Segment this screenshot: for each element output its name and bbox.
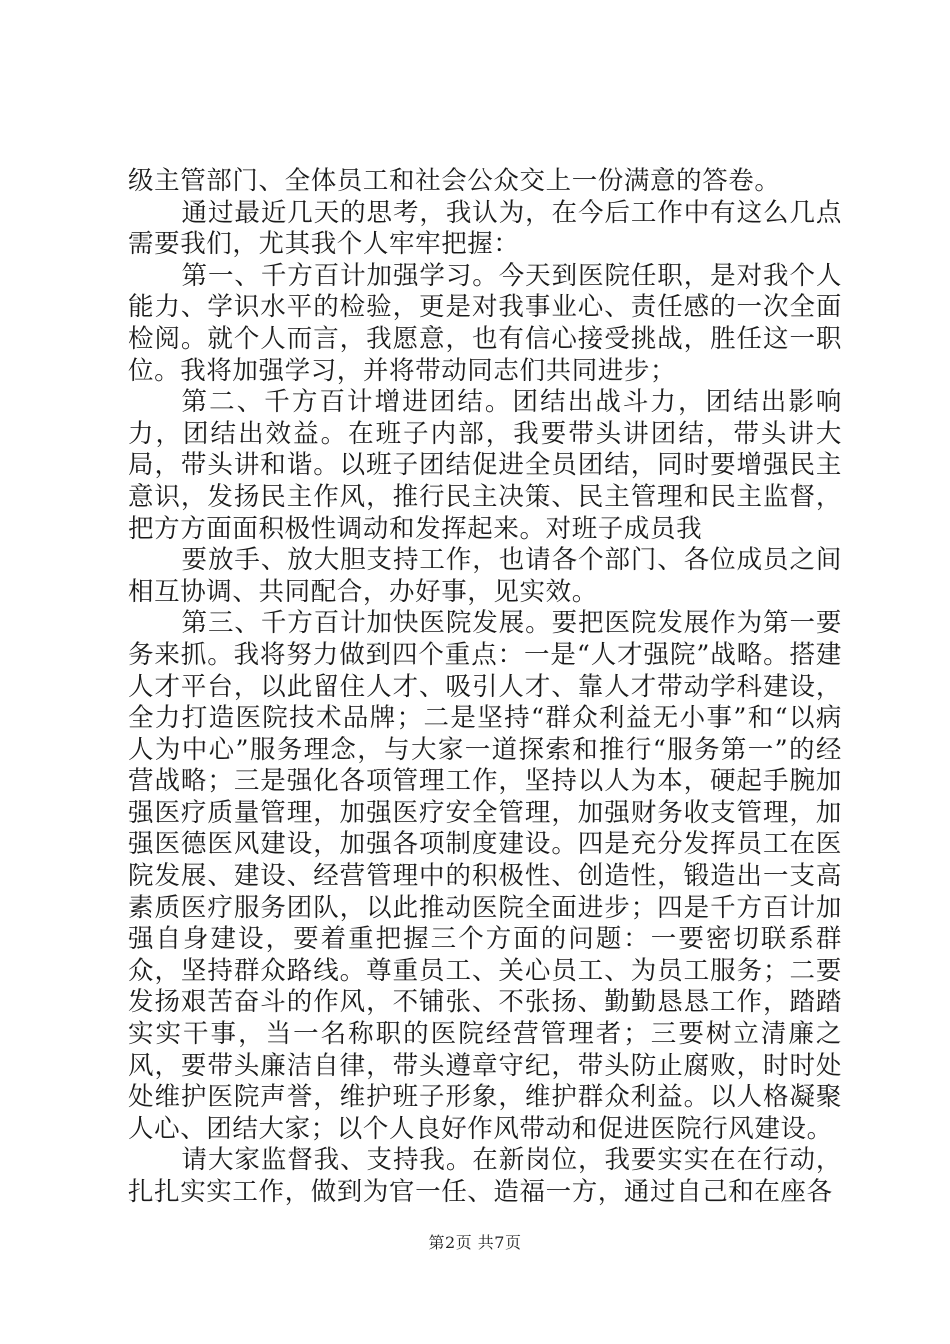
paragraph-3: 第一、千方百计加强学习。今天到医院任职，是对我个人能力、学识水平的检验，更是对我事业心、责任感的一次全面检阅。就个人而言，我愿意，也有信心接受挑战，胜任这一职位。我将加强学习，并将带动同志们共同进步； [128,260,842,386]
paragraph-6: 第三、千方百计加快医院发展。要把医院发展作为第一要务来抓。我将努力做到四个重点：一是“人才强院”战略。搭建人才平台，以此留住人才、吸引人才、靠人才带动学科建设，全力打造医院技术品牌；二是坚持“群众利益无小事”和“以病人为中心”服务理念，与大家一道探索和推行“服务第一”的经营战略；三是强化各项管理工作，坚持以人为本，硬起手腕加强医疗质量管理，加强医疗安全管理，加强财务收支管理，加强医德医风建设，加强各项制度建设。四是充分发挥员工在医院发展、建设、经营管理中的积极性、创造性，锻造出一支高素质医疗服务团队，以此推动医院全面进步；四是千方百计加强自身建设，要着重把握三个方面的问题：一要密切联系群众，坚持群众路线。尊重员工、关心员工、为员工服务；二要发扬艰苦奋斗的作风，不铺张、不张扬、勤勤恳恳工作，踏踏实实干事，当一名称职的医院经营管理者；三要树立清廉之风，要带头廉洁自律，带头遵章守纪，带头防止腐败，时时处处维护医院声誉，维护班子形象，维护群众利益。以人格凝聚人心、团结大家；以个人良好作风带动和促进医院行风建设。 [128,608,842,1144]
paragraph-1: 级主管部门、全体员工和社会公众交上一份满意的答卷。 [128,166,781,196]
body-text [128,166,842,1209]
paragraph-2: 通过最近几天的思考，我认为，在今后工作中有这么几点需要我们，尤其我个人牢牢把握： [128,197,842,260]
page-footer [0,1230,950,1253]
paragraph-5: 要放手、放大胆支持工作，也请各个部门、各位成员之间相互协调、共同配合，办好事，见实效。 [128,545,842,607]
paragraph-4: 第二、千方百计增进团结。团结出战斗力，团结出影响力，团结出效益。在班子内部，我要带头讲团结，带头讲大局，带头讲和谐。以班子团结促进全员团结，同时要增强民主意识，发扬民主作风，推行民主决策、民主管理和民主监督，把方方面面积极性调动和发挥起来。对班子成员我 [128,387,842,544]
page-number-label: 第2页 共7页 [428,1233,522,1252]
paragraph-7: 请大家监督我、支持我。在新岗位，我要实实在在行动，扎扎实实工作，做到为官一任、造福一方，通过自己和在座各 [128,1145,842,1207]
